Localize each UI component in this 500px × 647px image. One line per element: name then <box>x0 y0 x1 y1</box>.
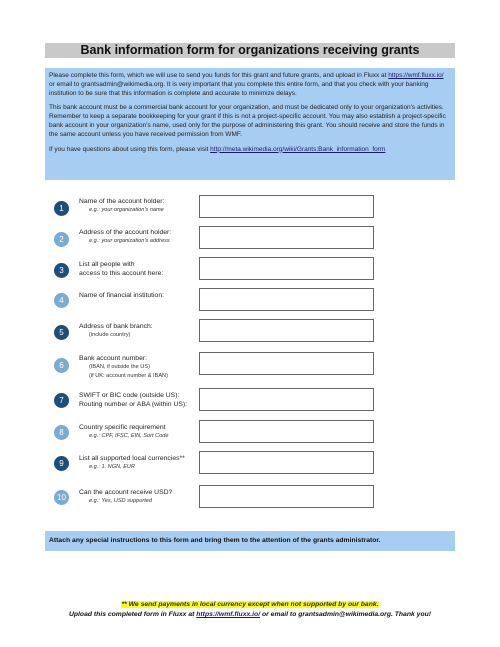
meta-wiki-link[interactable]: http://meta.wikimedia.org/wiki/Grants:Bank_information_form <box>210 145 386 153</box>
swift-routing-field[interactable] <box>199 388 374 411</box>
step-number-badge: 4 <box>54 293 69 308</box>
footer-line-1 <box>45 600 455 610</box>
footer-text: or email to grantsadmin@wikimedia.org. Thank you! <box>260 611 432 618</box>
step-number-badge: 7 <box>54 393 69 408</box>
question-row-4 <box>0 288 500 314</box>
step-number-badge: 1 <box>54 201 69 216</box>
financial-institution-field[interactable] <box>199 288 374 311</box>
question-row-7 <box>0 388 500 414</box>
footer-text: Upload this completed form in Fluxx at <box>68 611 197 618</box>
instructions-text: If you have questions about using this form, please visit <box>49 145 211 153</box>
question-text: access to this account here: <box>79 270 164 277</box>
footer-fluxx-link[interactable]: https://wmf.fluxx.io/ <box>196 611 261 618</box>
question-hint: (include country) <box>89 332 131 338</box>
question-text: List all supported local currencies** <box>79 455 185 462</box>
question-label <box>79 423 168 441</box>
step-number-badge: 3 <box>54 263 69 278</box>
step-number-badge: 6 <box>54 358 69 373</box>
local-currencies-field[interactable] <box>199 451 374 474</box>
form-title: Bank information form for organizations receiving grants <box>45 43 455 58</box>
question-label <box>79 391 187 409</box>
question-text: Address of bank branch: <box>79 323 153 330</box>
question-text: Routing number or ABA (within US): <box>79 401 188 408</box>
bank-account-number-field[interactable] <box>199 352 374 375</box>
step-number-badge: 5 <box>54 325 69 340</box>
question-label <box>79 260 163 278</box>
fluxx-link[interactable]: https://wmf.fluxx.io/ <box>388 72 444 79</box>
question-hint: e.g.: Yes, USD supported <box>89 498 153 504</box>
question-label <box>79 454 185 472</box>
question-text: Bank account number: <box>79 355 148 362</box>
instructions-paragraph-2: This bank account must be a commercial bank account for your organization, and must be dedicated only to your organization's activities. Remember to keep a separate bookkeeping for your grant if this is not a project-specific account. You may also establish a project-specific bank account in your organization's name, used only for the purpose of administering this grant. You should receive and store the funds in the same account unless you have received permission from WMF. <box>49 104 446 138</box>
question-hint: e.g.: your organization's address <box>89 238 170 244</box>
question-row-10 <box>0 485 500 511</box>
attach-instructions-note: Attach any special instructions to this form and bring them to the attention of the grants administrator. <box>45 531 455 551</box>
bank-branch-address-field[interactable] <box>199 319 374 342</box>
question-text: Can the account receive USD? <box>79 489 173 496</box>
question-text: Name of financial institution: <box>79 292 165 299</box>
instructions-paragraph-1 <box>49 72 451 98</box>
question-label <box>79 488 172 506</box>
question-label <box>79 291 164 300</box>
instructions-paragraph-3 <box>49 146 451 155</box>
question-label <box>79 228 171 246</box>
question-row-8 <box>0 420 500 446</box>
account-holder-name-field[interactable] <box>199 195 374 218</box>
question-hint: (IBAN, if outside the US) <box>89 364 150 370</box>
footer-line-2 <box>45 610 455 620</box>
question-row-3 <box>0 257 500 283</box>
question-row-9 <box>0 451 500 477</box>
country-requirement-field[interactable] <box>199 420 374 443</box>
question-row-1 <box>0 195 500 221</box>
footer <box>45 600 455 620</box>
step-number-badge: 10 <box>54 490 69 505</box>
question-row-2 <box>0 226 500 252</box>
account-holder-address-field[interactable] <box>199 226 374 249</box>
instructions-text: or email to grantsadmin@wikimedia.org. It is very important that you complete this entire form, and that you check with your banking institution to be sure that this information is complete and accurate to minimize delays. <box>49 80 429 97</box>
question-row-5 <box>0 319 500 345</box>
question-text: Address of the account holder: <box>79 229 172 236</box>
question-text: SWIFT or BIC code (outside US): <box>79 392 180 399</box>
step-number-badge: 2 <box>54 232 69 247</box>
question-label <box>79 197 164 215</box>
question-hint: e.g.: CPF, IFSC, EIN, Sort Code <box>89 433 169 439</box>
question-text: List all people with <box>79 261 135 268</box>
receive-usd-field[interactable] <box>199 485 374 508</box>
question-text: Country specific requirement <box>79 424 166 431</box>
question-row-6 <box>0 352 500 378</box>
instructions-text: Please complete this form, which we will use to send you funds for this grant and future grants, and upload in Fluxx at <box>49 72 389 79</box>
instructions-box <box>45 68 455 180</box>
question-label <box>79 354 168 381</box>
question-label <box>79 322 153 340</box>
currency-note-highlight: ** We send payments in local currency except when not supported by our bank. <box>121 601 379 608</box>
step-number-badge: 8 <box>54 425 69 440</box>
question-text: Name of the account holder: <box>79 198 165 205</box>
question-hint: e.g.: your organization's name <box>89 207 164 213</box>
step-number-badge: 9 <box>54 456 69 471</box>
question-hint: e.g.: 1. NGN, EUR <box>89 464 136 470</box>
question-hint: (if UK: account number & IBAN) <box>89 373 168 379</box>
account-access-people-field[interactable] <box>199 257 374 280</box>
